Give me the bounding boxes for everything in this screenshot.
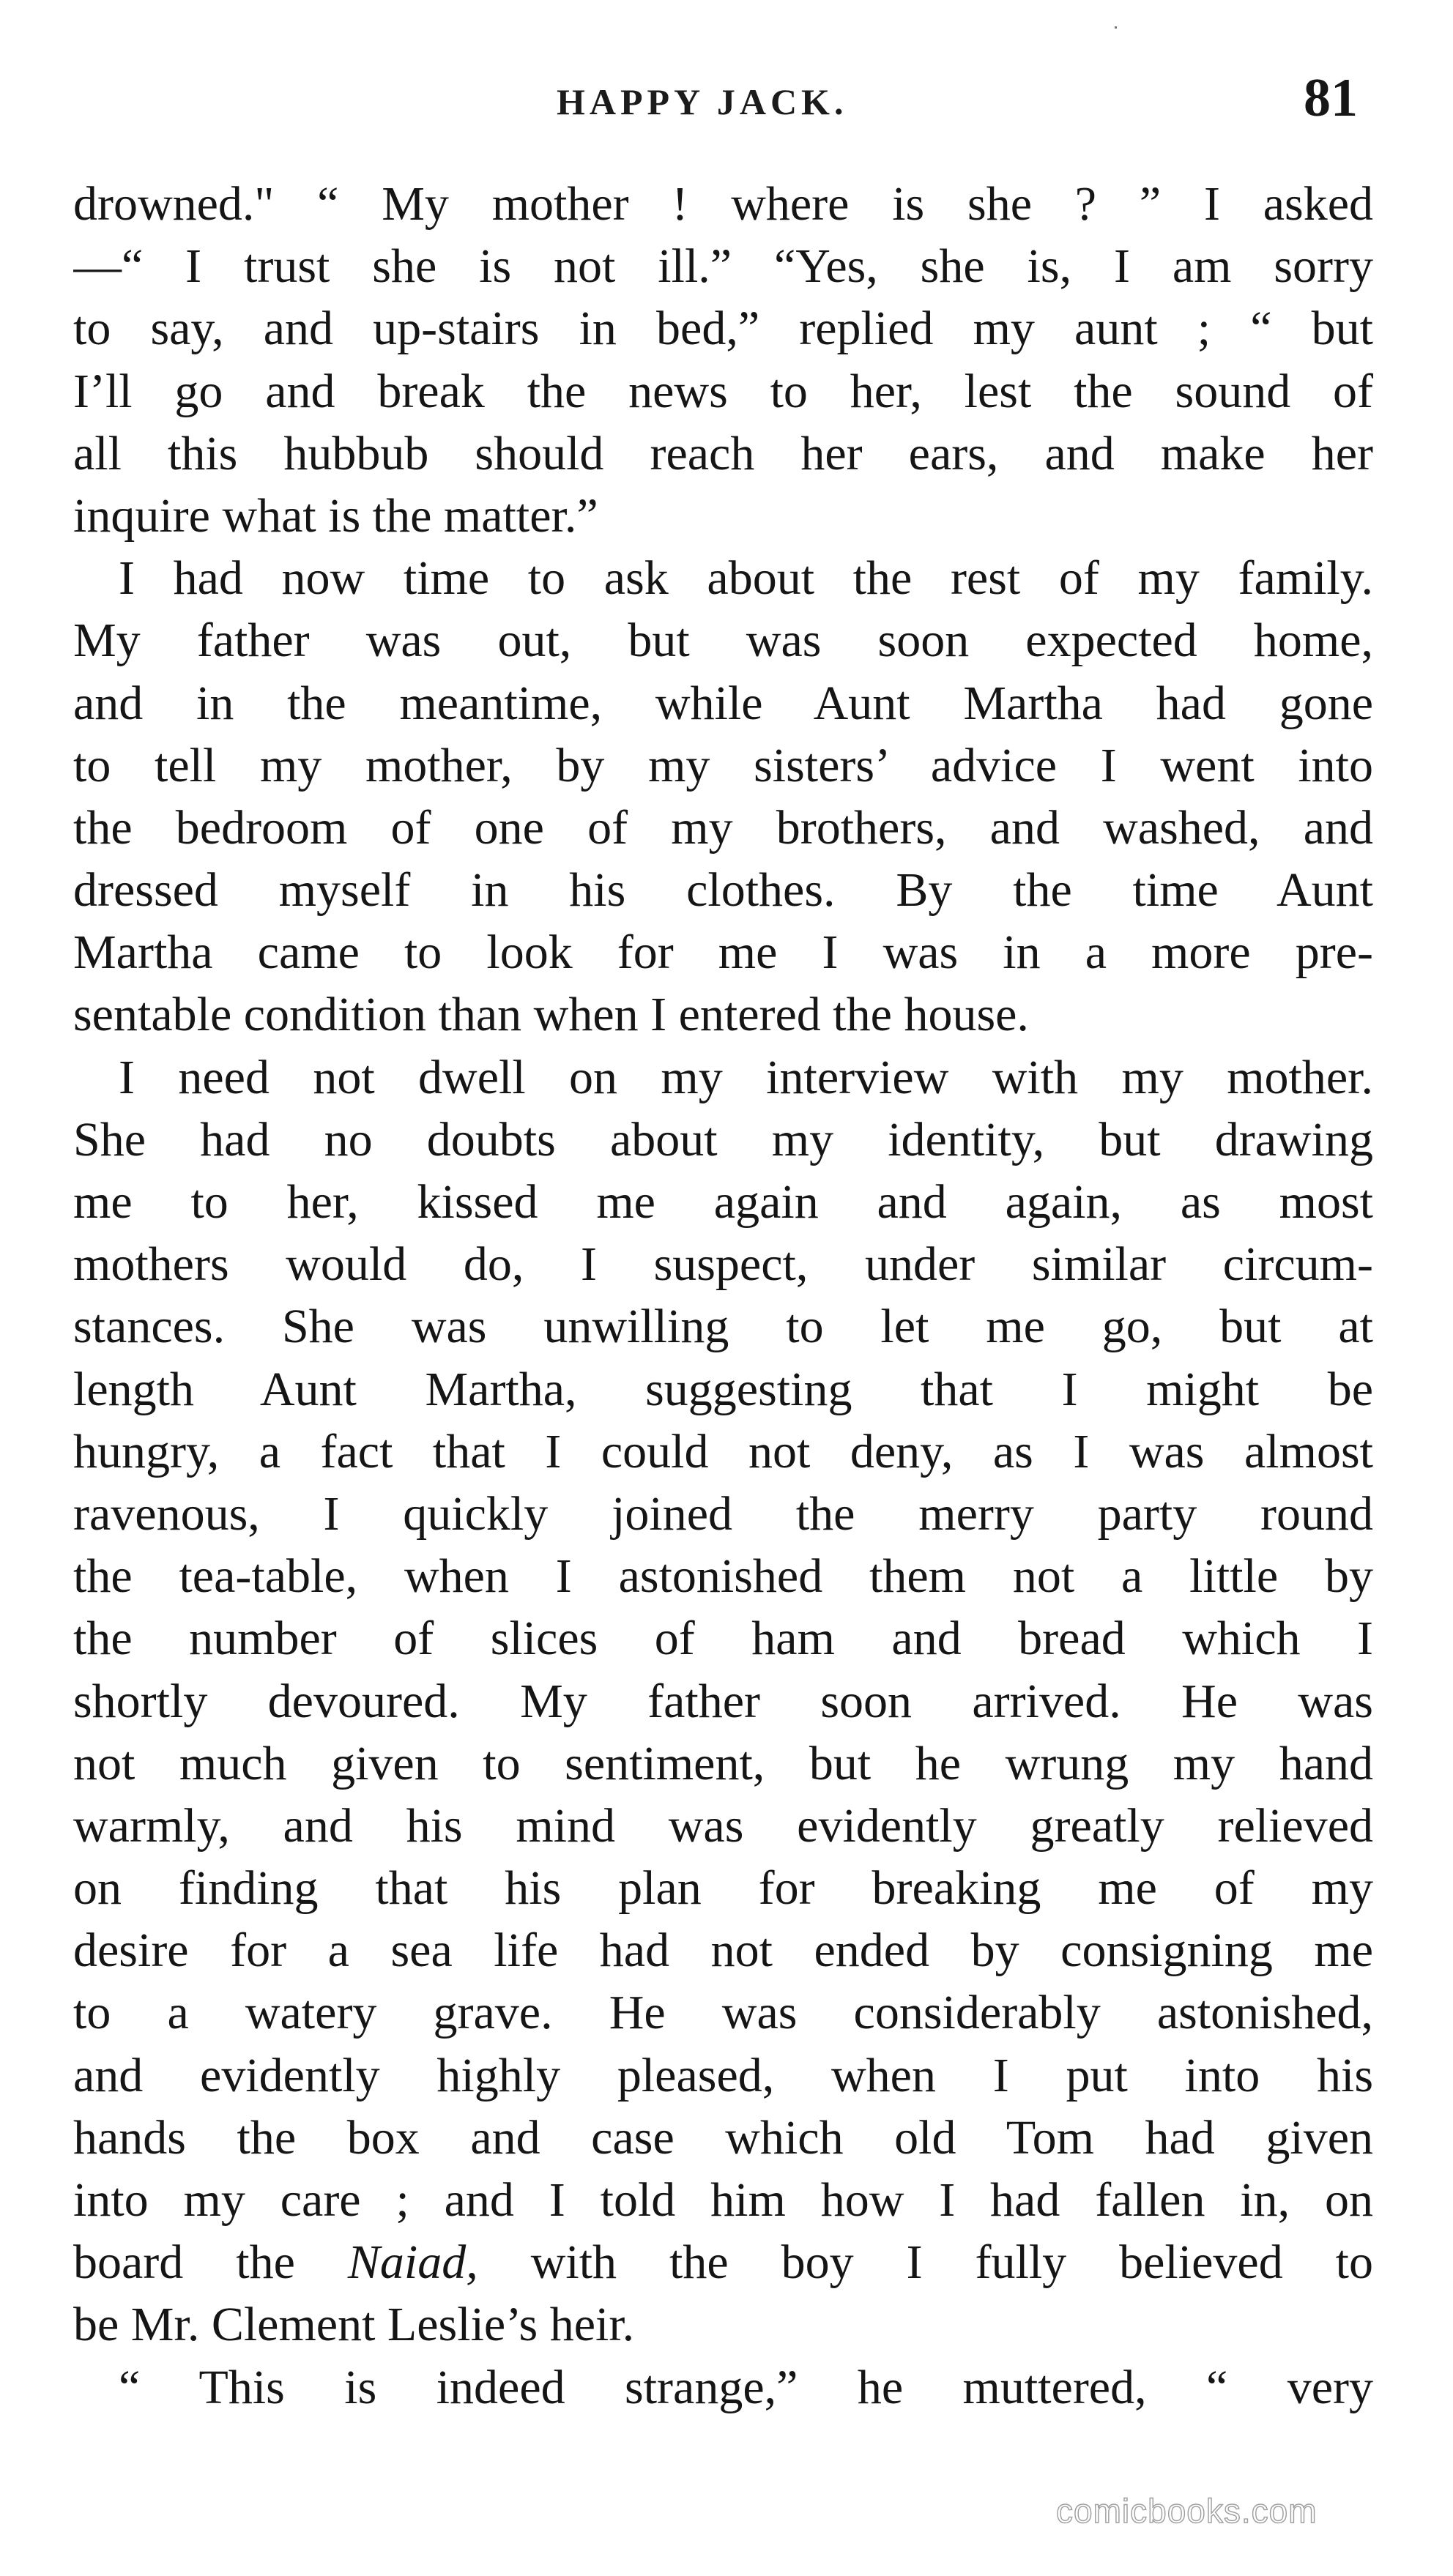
- text-line: length Aunt Martha, suggesting that I might be: [73, 1362, 1373, 1416]
- watermark: comicbooks.com: [1056, 2492, 1318, 2530]
- text-line: shortly devoured. My father soon arrived. He was: [73, 1674, 1373, 1728]
- body-text: [73, 173, 1373, 2419]
- text-line: to a watery grave. He was considerably astonished,: [73, 1986, 1373, 2040]
- text-line: My father was out, but was soon expected home,: [73, 614, 1373, 668]
- text-line: I had now time to ask about the rest of my family.: [119, 551, 1373, 606]
- text-line: [73, 2231, 1373, 2293]
- text-line: drowned." “ My mother ! where is she ? ” I asked: [73, 177, 1373, 231]
- text-line: the number of slices of ham and bread which I: [73, 1612, 1373, 1666]
- page-number: 81: [1304, 68, 1358, 128]
- text-line: desire for a sea life had not ended by consigning me: [73, 1924, 1373, 1978]
- text-line: warmly, and his mind was evidently greatly relieved: [73, 1798, 1373, 1853]
- text-segment: board the: [73, 2236, 348, 2290]
- text-line: into my care ; and I told him how I had fallen in, on: [73, 2173, 1373, 2227]
- print-speck: [1115, 26, 1117, 29]
- text-line: to tell my mother, by my sisters’ advice I went into: [73, 738, 1373, 792]
- text-line: be Mr. Clement Leslie’s heir.: [73, 2298, 635, 2352]
- ship-name: Naiad,: [347, 2236, 478, 2290]
- text-line: not much given to sentiment, but he wrung my hand: [73, 1736, 1373, 1790]
- running-header: [0, 67, 1453, 133]
- text-line: all this hubbub should reach her ears, and make her: [73, 426, 1373, 480]
- text-line: —“ I trust she is not ill.” “Yes, she is, I am sorry: [73, 239, 1373, 294]
- text-line: I need not dwell on my interview with my mother.: [119, 1050, 1373, 1104]
- text-line: ravenous, I quickly joined the merry party round: [73, 1486, 1373, 1541]
- text-line: She had no doubts about my identity, but drawing: [73, 1112, 1373, 1166]
- text-line: I’ll go and break the news to her, lest the sound of: [73, 364, 1373, 418]
- text-line: inquire what is the matter.”: [73, 488, 598, 543]
- text-line: “ This is indeed strange,” he muttered, “ very: [119, 2360, 1373, 2414]
- text-line: and evidently highly pleased, when I put into his: [73, 2048, 1373, 2102]
- text-line: hungry, a fact that I could not deny, as I was almost: [73, 1424, 1373, 1478]
- text-line: me to her, kissed me again and again, as most: [73, 1175, 1373, 1229]
- text-segment: with the boy I fully believed to: [477, 2236, 1373, 2290]
- text-line: the tea-table, when I astonished them not a little by: [73, 1549, 1373, 1604]
- text-line: dressed myself in his clothes. By the time Aunt: [73, 863, 1373, 917]
- text-line: stances. She was unwilling to let me go, but at: [73, 1300, 1373, 1354]
- text-line: hands the box and case which old Tom had given: [73, 2110, 1373, 2164]
- text-line: mothers would do, I suspect, under similar circum-: [73, 1237, 1373, 1292]
- text-line: the bedroom of one of my brothers, and washed, and: [73, 800, 1373, 855]
- text-line: on finding that his plan for breaking me of my: [73, 1861, 1373, 1916]
- text-line: and in the meantime, while Aunt Martha had gone: [73, 676, 1373, 730]
- running-title: HAPPY JACK.: [557, 81, 848, 122]
- text-line: sentable condition than when I entered the house.: [73, 988, 1029, 1042]
- text-line: to say, and up-stairs in bed,” replied my aunt ; “ but: [73, 302, 1373, 356]
- text-line: Martha came to look for me I was in a more pre-: [73, 926, 1373, 980]
